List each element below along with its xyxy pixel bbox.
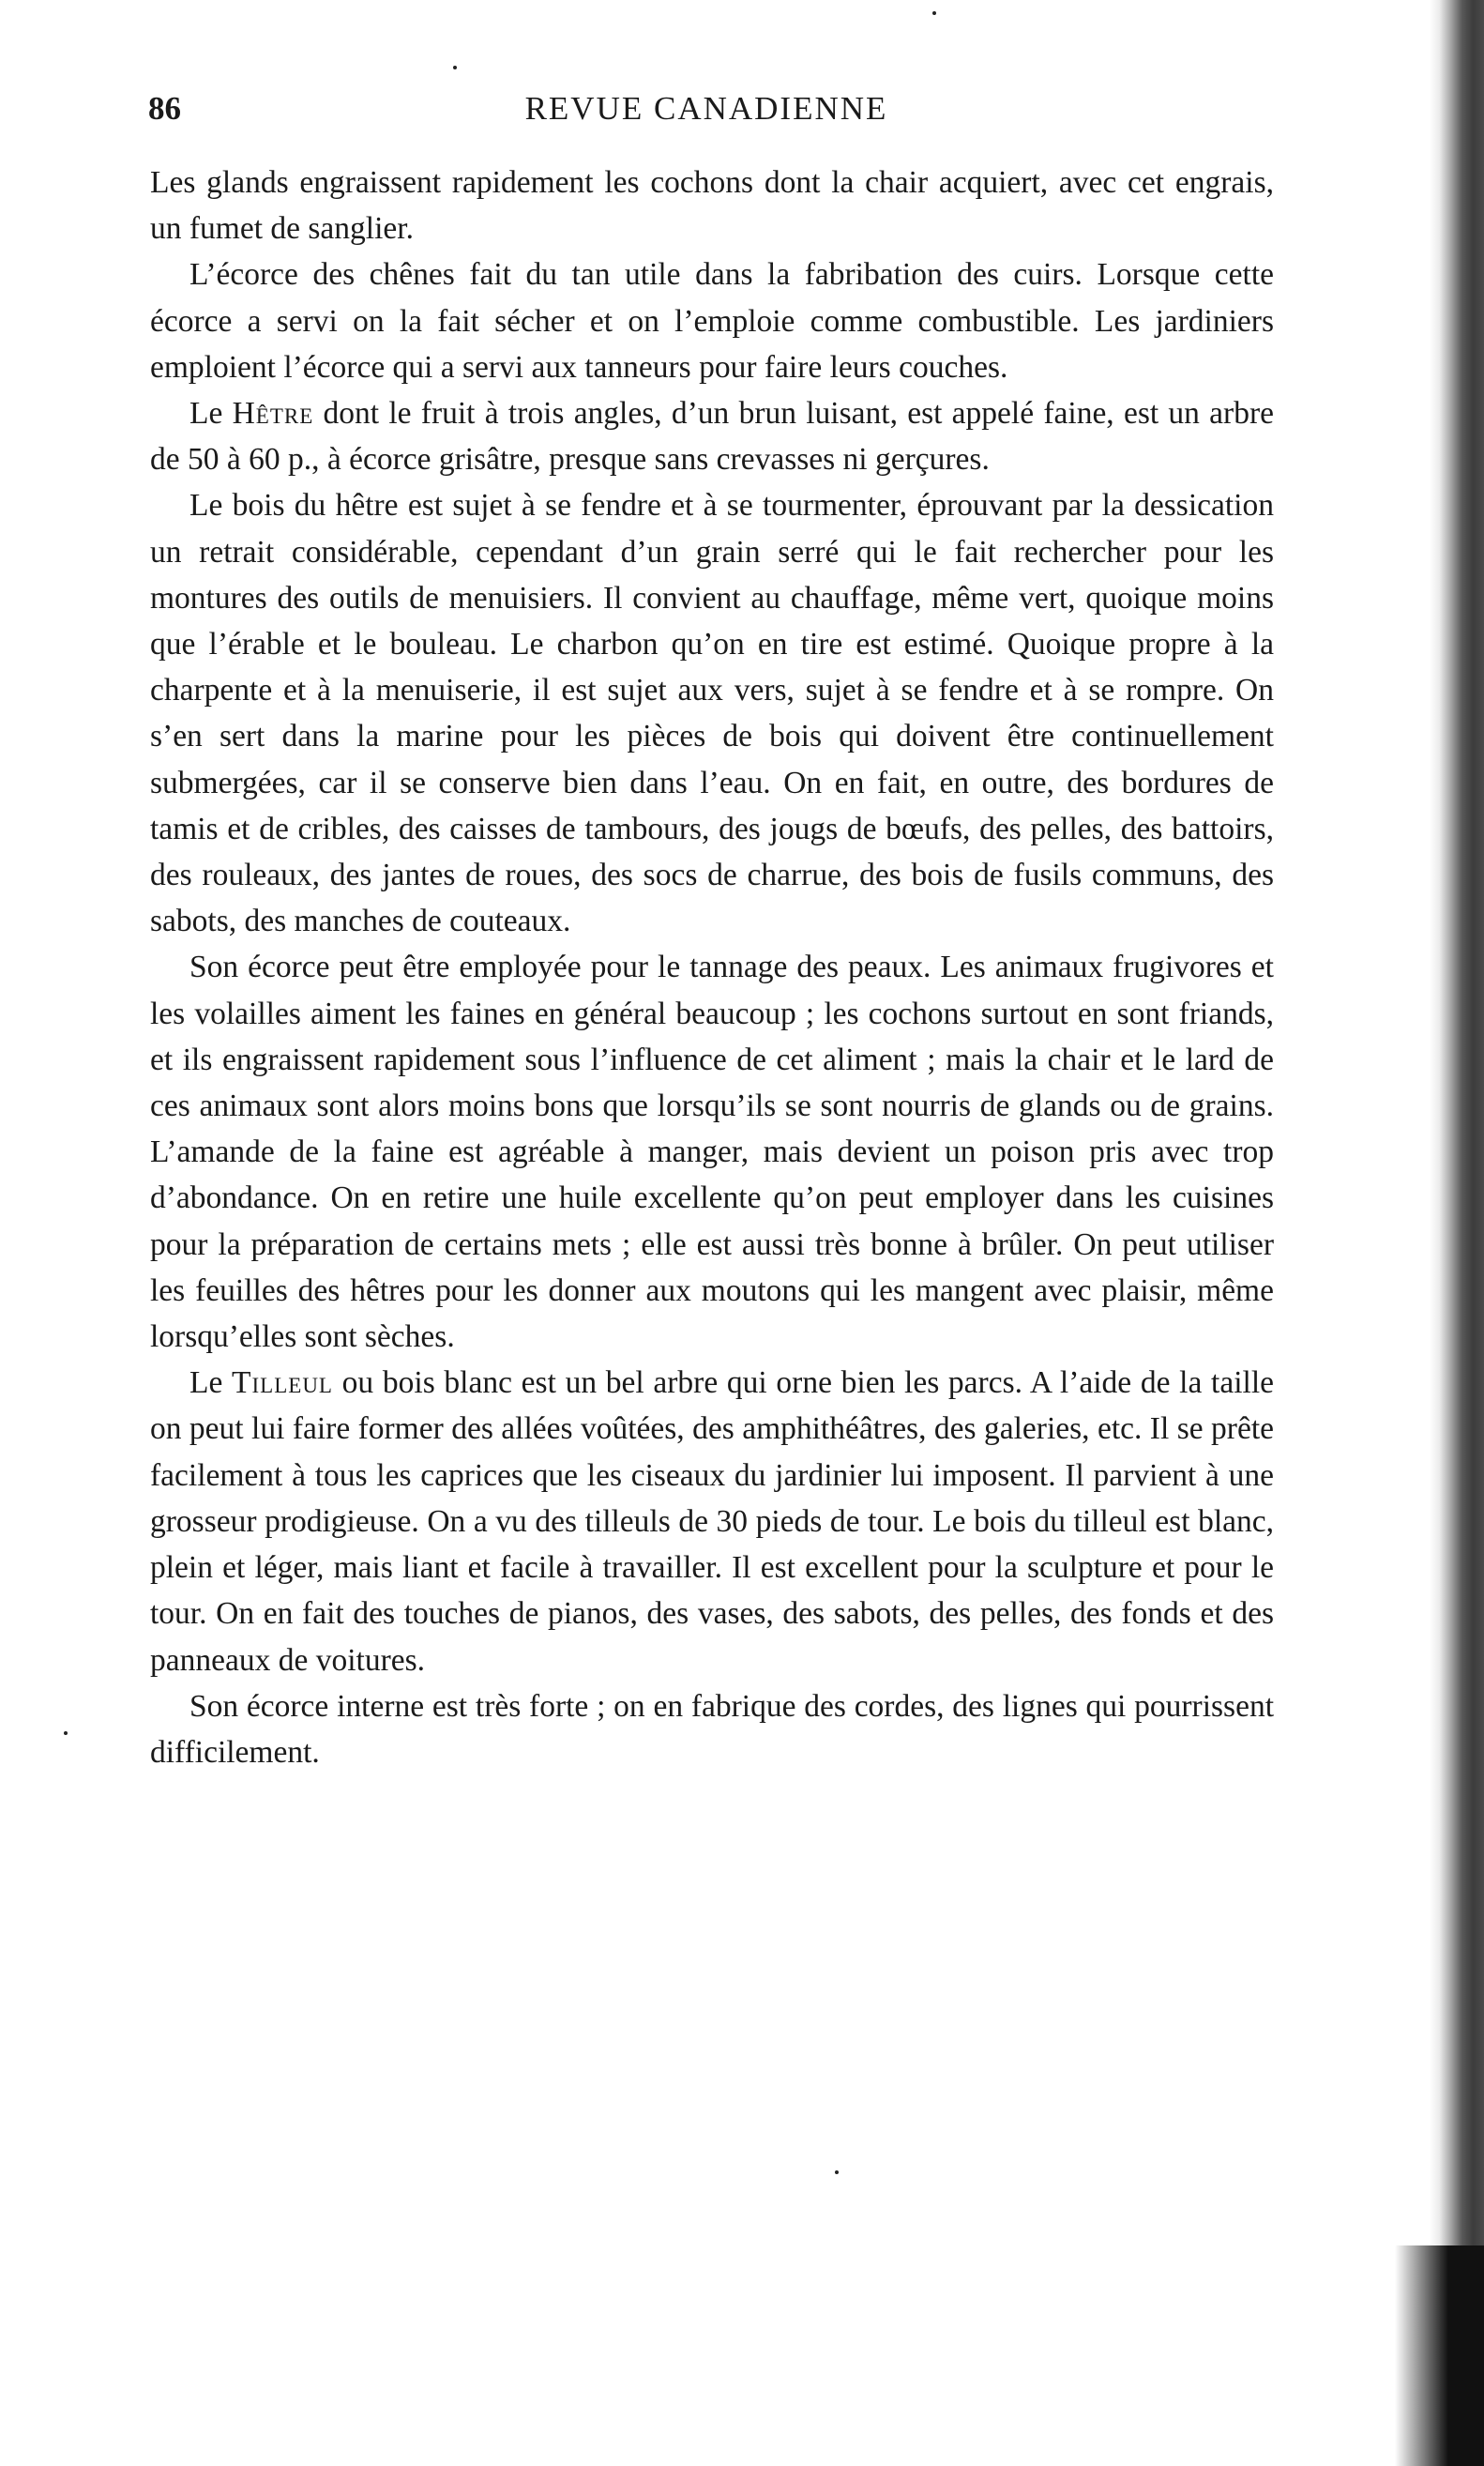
paragraph-text: ou bois blanc est un bel arbre qui orne bien les parcs. A l’aide de la taille on peut lui faire former des allées voûtées, des amphithéâtres, des galeries, etc. Il se prête facilement à tous les caprices que les ciseaux du jardinier lui imposent. Il parvient à une grosseur prodigieuse. On a vu des tilleuls de 30 pieds de tour. Le bois du tilleul est blanc, plein et léger, mais liant et facile à travailler. Il est excellent pour la sculpture et pour le tour. On en fait des touches de pianos, des vases, des sabots, des pelles, des fonds et des panneaux de voitures. — [150, 1365, 1275, 1678]
running-title: REVUE CANADIENNE — [524, 90, 888, 127]
page-binding-shadow — [1395, 2245, 1484, 2466]
print-speck — [932, 11, 936, 15]
paragraph — [150, 390, 1274, 482]
paragraph — [150, 944, 1274, 1360]
paragraph — [150, 1360, 1274, 1682]
paragraph-lead: Le — [189, 1365, 233, 1401]
page-header — [139, 90, 1274, 137]
paragraph — [150, 160, 1274, 251]
print-speck — [835, 2170, 839, 2174]
paragraph-text: Son écorce peut être employée pour le tannage des peaux. Les animaux frugivores et les volailles aiment les faines en général beaucoup ; les cochons surtout en sont friands, et ils engraissent rapidement sous l’influence de cet aliment ; mais la chair et le lard de ces animaux sont alors moins bons que lorsqu’ils se sont nourris de glands ou de grains. L’amande de la faine est agréable à manger, mais devient un poison pris avec trop d’abondance. On en retire une huile excellente qu’on peut employer dans les cuisines pour la préparation de certains mets ; elle est aussi très bonne à brûler. On peut utiliser les feuilles des hêtres pour les donner aux moutons qui les mangent avec plaisir, même lorsqu’elles sont sèches. — [150, 950, 1274, 1355]
page-number: 86 — [148, 90, 181, 127]
paragraph-text: Son écorce interne est très forte ; on en fabrique des cordes, des lignes qui pourrissent difficilement. — [150, 1688, 1274, 1770]
print-speck — [64, 1731, 68, 1735]
paragraph — [150, 1683, 1274, 1775]
paragraph-text: Le bois du hêtre est sujet à se fendre et à se tourmenter, éprouvant par la dessication un retrait considérable, cependant d’un grain serré qui le fait rechercher pour les montures des outils de menuisiers. Il convient au chauffage, même vert, quoique moins que l’érable et le bouleau. Le charbon qu’on en tire est estimé. Quoique propre à la charpente et à la menuiserie, il est sujet aux vers, sujet à se fendre et à se rompre. On s’en sert dans la marine pour les pièces de bois qui doivent être continuellement submergées, car il se conserve bien dans l’eau. On en fait, en outre, des bordures de tamis et de cribles, des caisses de tambours, des jougs de bœufs, des pelles, des battoirs, des rouleaux, des jantes de roues, des socs de charrue, des bois de fusils communs, des sabots, des manches de couteaux. — [150, 488, 1274, 939]
print-speck — [453, 66, 457, 69]
paragraph — [150, 251, 1274, 390]
paragraph-text: dont le fruit à trois angles, d’un brun luisant, est appelé faine, est un arbre de 50 à 60 p., à écorce grisâtre, presque sans crevasses ni gerçures. — [150, 396, 1274, 478]
page-binding-edge — [1430, 0, 1484, 2466]
paragraph — [150, 482, 1274, 944]
paragraph-text: Les glands engraissent rapidement les cochons dont la chair acquiert, avec cet engrais, un fumet de sanglier. — [150, 165, 1274, 247]
species-term: Tilleul — [232, 1365, 333, 1401]
species-term: Hêtre — [232, 396, 314, 432]
body-text — [150, 160, 1274, 1775]
paragraph-lead: Le — [189, 396, 233, 432]
paragraph-text: L’écorce des chênes fait du tan utile dans la fabribation des cuirs. Lorsque cette écorce a servi on la fait sécher et on l’emploie comme combustible. Les jardiniers emploient l’écorce qui a servi aux tanneurs pour faire leurs couches. — [150, 257, 1274, 385]
